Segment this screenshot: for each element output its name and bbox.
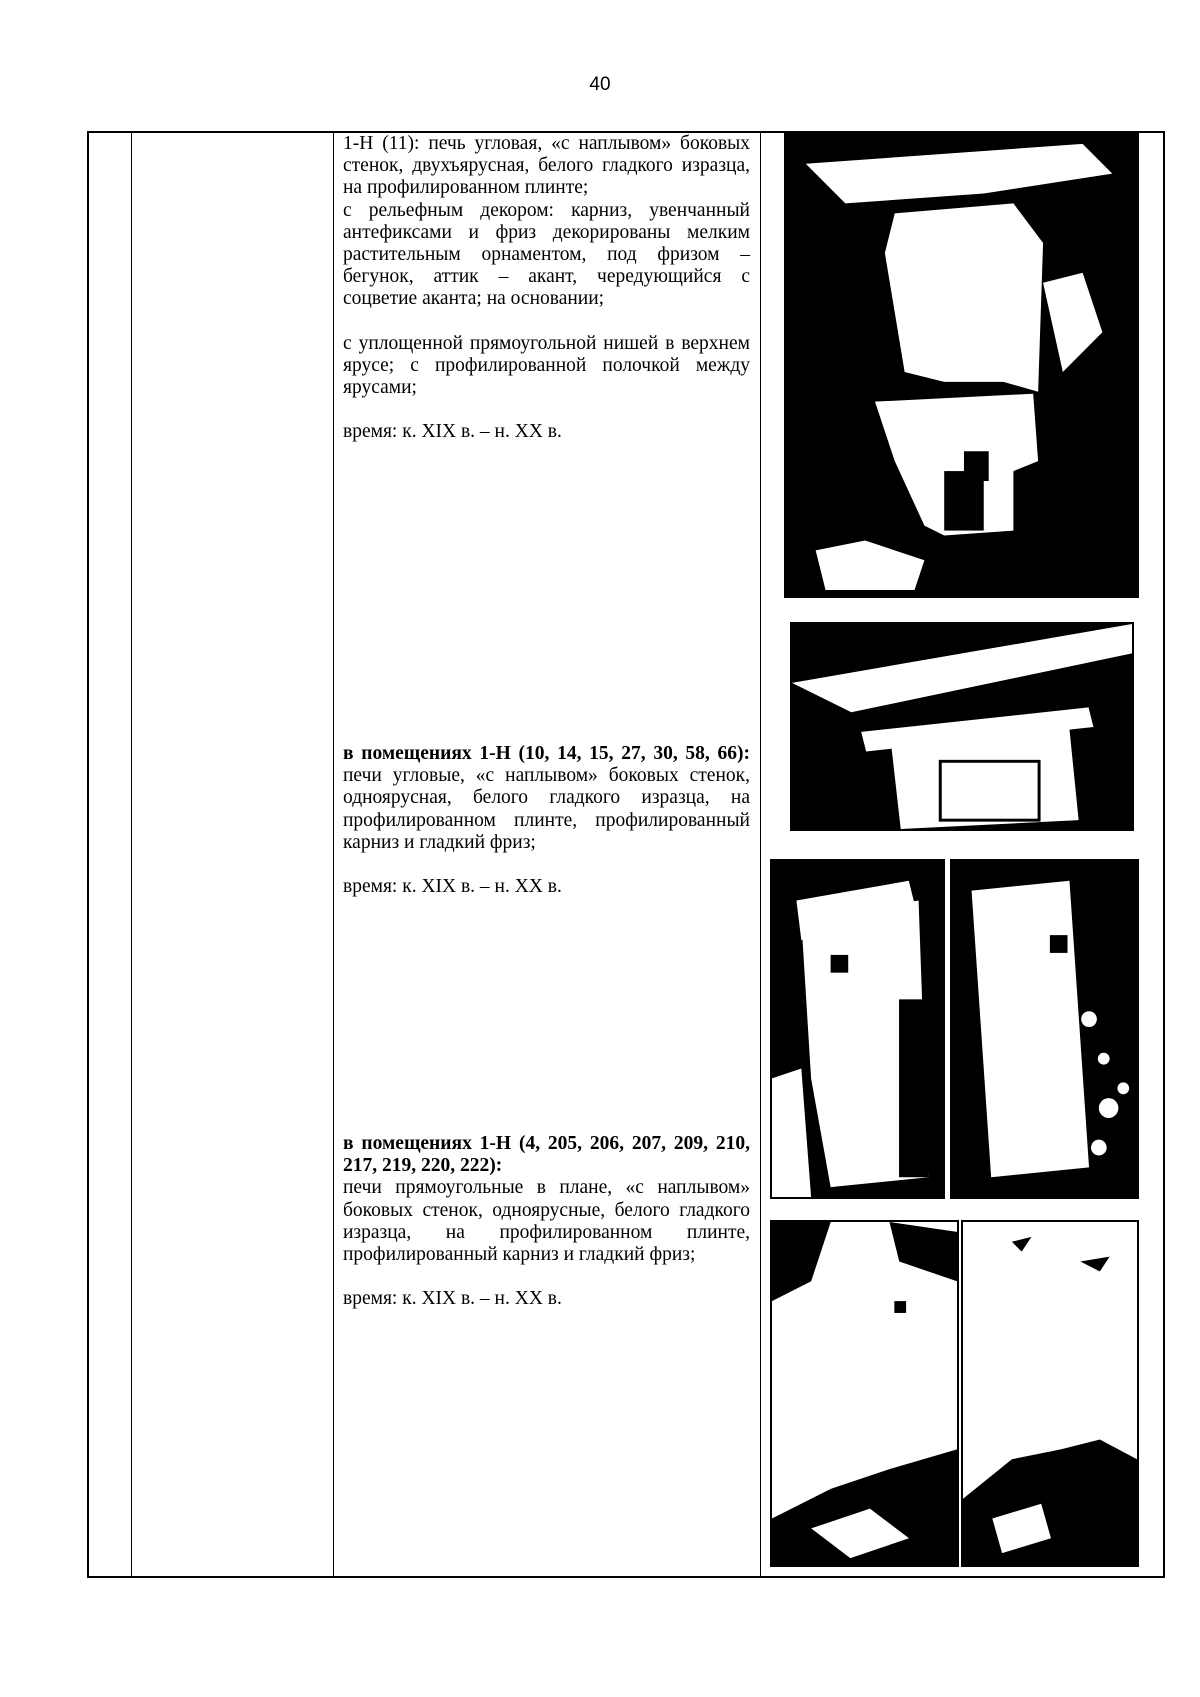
column-divider-1 xyxy=(131,133,132,1576)
entry-decor: с рельефным декором: карниз, увенчанный антефиксами и фриз декорированы мелким растительным орнаментом, под фризом – бегунок, аттик – акант, чередующийся с соцветие аканта; на основании; xyxy=(343,199,750,310)
photo-rectangular-stove-left xyxy=(770,1220,959,1567)
entry-rectangular-stoves xyxy=(343,1133,750,1310)
entry-time: время: к. XIX в. – н. XX в. xyxy=(343,876,562,898)
entry-stove-11 xyxy=(343,133,750,443)
photo-corner-stove-right xyxy=(950,859,1139,1199)
entry-corner-stoves xyxy=(343,743,750,898)
entry-body: печи угловые, «с наплывом» боковых стенок, одноярусная, белого гладкого изразца, на профилированном плинте, профилированный карниз и гладкий фриз; xyxy=(343,765,750,853)
photo-cornice-detail xyxy=(790,622,1134,831)
entry-heading: в помещениях 1-Н (4, 205, 206, 207, 209, 210, 217, 219, 220, 222): xyxy=(343,1133,750,1177)
column-divider-3 xyxy=(760,133,761,1576)
entry-body: печи прямоугольные в плане, «с наплывом» боковых стенок, одноярусные, белого гладкого изразца, на профилированном плинте, профилированный карниз и гладкий фриз; xyxy=(343,1177,750,1266)
column-divider-2 xyxy=(333,133,334,1576)
photo-rectangular-stove-right xyxy=(961,1220,1139,1567)
photo-corner-stove-two-tier xyxy=(784,132,1139,598)
entry-niche: с уплощенной прямоугольной нишей в верхнем ярусе; с профилированной полочкой между ярусами; xyxy=(343,332,750,399)
entry-intro: 1-Н (11): печь угловая, «с наплывом» боковых стенок, двухъярусная, белого гладкого изразца, на профилированном плинте; xyxy=(343,133,750,199)
page-number: 40 xyxy=(589,74,611,95)
entry-time: время: к. XIX в. – н. XX в. xyxy=(343,1288,562,1310)
photo-corner-stove-left xyxy=(770,859,945,1199)
entry-heading: в помещениях 1-Н (10, 14, 15, 27, 30, 58, 66): xyxy=(343,743,750,764)
entry-time: время: к. XIX в. – н. XX в. xyxy=(343,421,562,443)
